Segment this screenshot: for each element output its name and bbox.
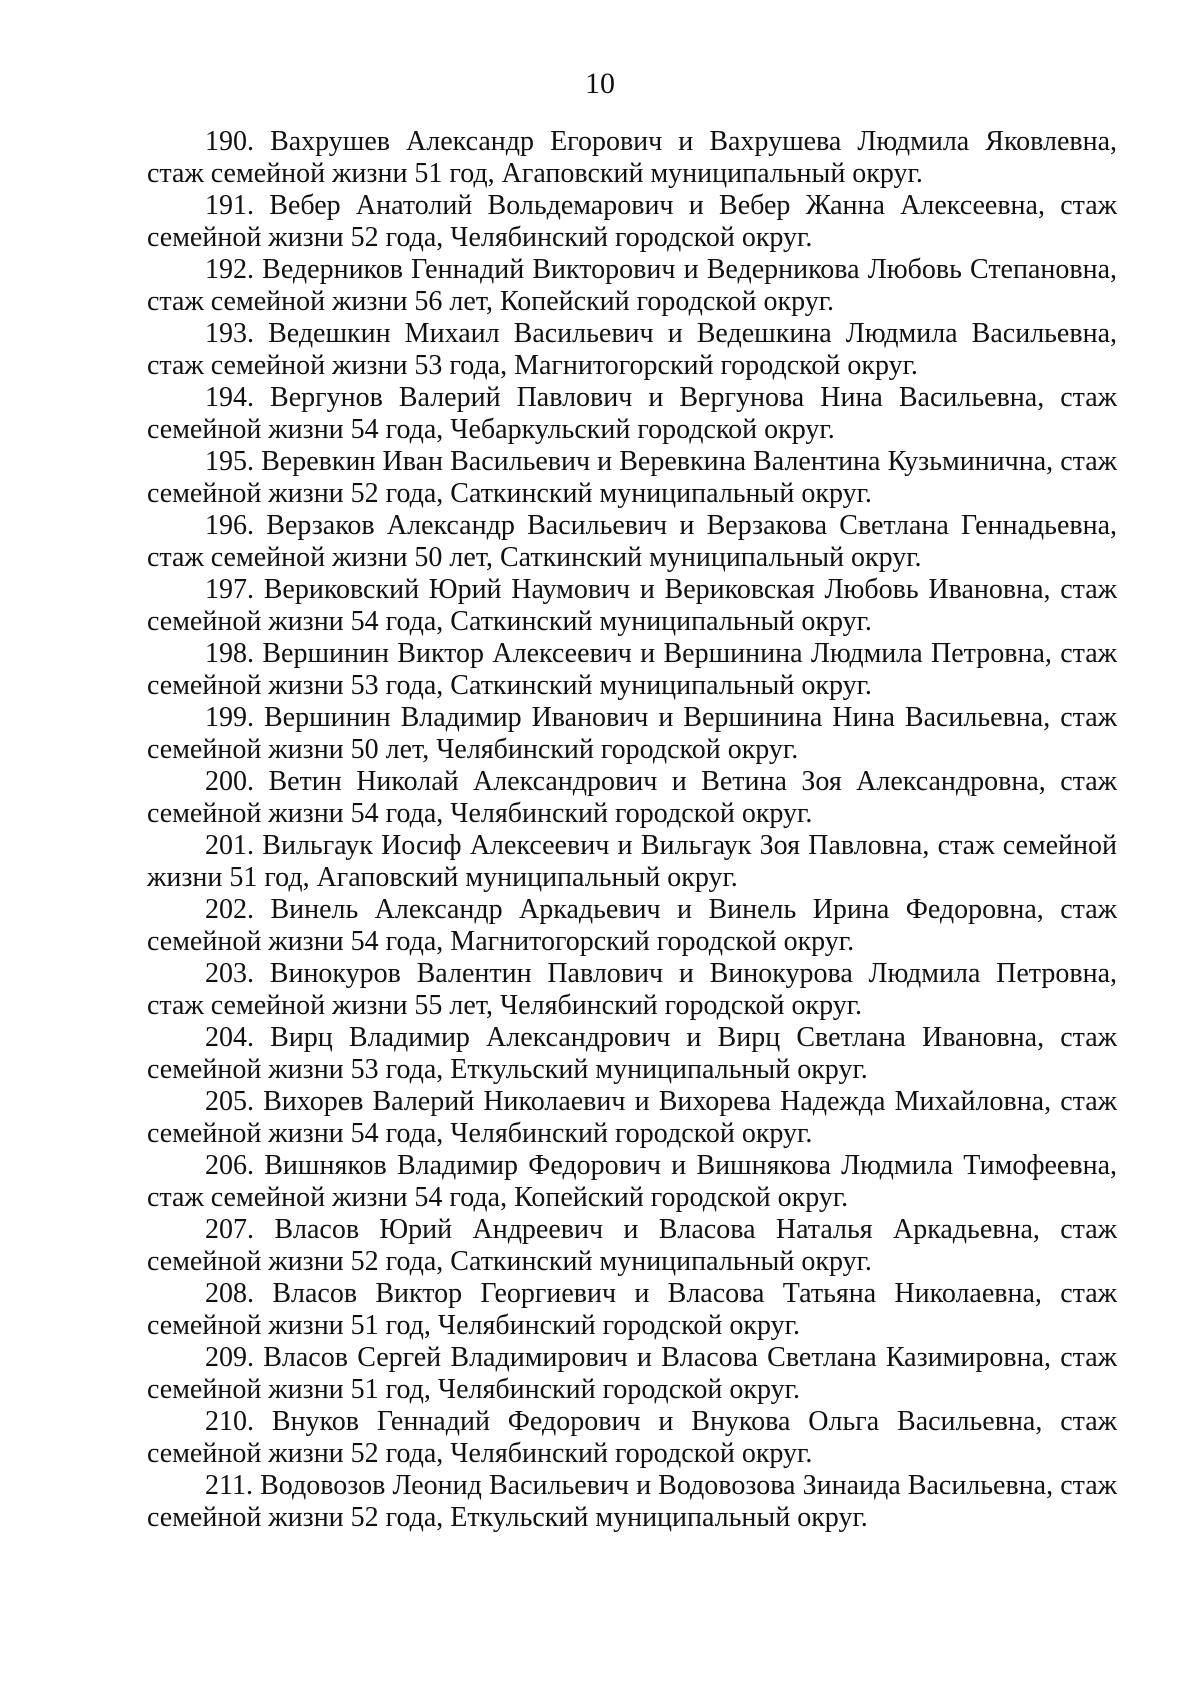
entry-number: 199. [205, 702, 254, 733]
list-item [147, 1022, 1117, 1086]
entry-text: Вебер Анатолий Вольдемарович и Вебер Жанна Алексеевна, стаж семейной жизни 52 года, Челябинский городской округ. [147, 190, 1117, 253]
entry-number: 192. [205, 254, 254, 285]
entry-number: 206. [205, 1150, 254, 1181]
list-item [147, 510, 1117, 574]
entry-text: Вершинин Владимир Иванович и Вершинина Нина Васильевна, стаж семейной жизни 50 лет, Челябинский городской округ. [147, 702, 1117, 765]
page-number: 10 [585, 67, 615, 100]
entry-text: Вирц Владимир Александрович и Вирц Светлана Ивановна, стаж семейной жизни 53 года, Еткульский муниципальный округ. [147, 1022, 1118, 1085]
entry-text: Вергунов Валерий Павлович и Вергунова Нина Васильевна, стаж семейной жизни 54 года, Чебаркульский городской округ. [147, 382, 1118, 445]
entry-text: Вершинин Виктор Алексеевич и Вершинина Людмила Петровна, стаж семейной жизни 53 года, Саткинский муниципальный округ. [147, 638, 1117, 701]
entry-text: Вишняков Владимир Федорович и Вишнякова Людмила Тимофеевна, стаж семейной жизни 54 года, Копейский городской округ. [147, 1150, 1117, 1213]
entry-text: Вахрушев Александр Егорович и Вахрушева Людмила Яковлевна, стаж семейной жизни 51 год, Агаповский муниципальный округ. [147, 126, 1118, 189]
list-item [147, 702, 1117, 766]
list-item [147, 894, 1117, 958]
entry-text: Власов Сергей Владимирович и Власова Светлана Казимировна, стаж семейной жизни 51 год, Челябинский городской округ. [147, 1342, 1118, 1405]
entry-number: 207. [205, 1214, 254, 1245]
list-item [147, 958, 1117, 1022]
entry-number: 191. [205, 190, 254, 221]
list-item [147, 318, 1117, 382]
list-item [147, 1406, 1117, 1470]
list-item [147, 254, 1117, 318]
list-item [147, 446, 1117, 510]
entry-number: 190. [205, 126, 254, 157]
entry-number: 193. [205, 318, 254, 349]
list-item [147, 766, 1117, 830]
entry-text: Водовозов Леонид Васильевич и Водовозова Зинаида Васильевна, стаж семейной жизни 52 года, Еткульский муниципальный округ. [147, 1470, 1117, 1533]
list-item [147, 1342, 1117, 1406]
list-item [147, 1214, 1117, 1278]
entry-text: Вихорев Валерий Николаевич и Вихорева Надежда Михайловна, стаж семейной жизни 54 года, Челябинский городской округ. [147, 1086, 1118, 1149]
entry-number: 209. [205, 1342, 254, 1373]
entry-number: 201. [205, 830, 254, 861]
entry-text: Веревкин Иван Васильевич и Веревкина Валентина Кузьминична, стаж семейной жизни 52 года, Саткинский муниципальный округ. [147, 446, 1118, 509]
entry-number: 198. [205, 638, 254, 669]
entry-number: 197. [205, 574, 254, 605]
list-item [147, 1278, 1117, 1342]
list-item [147, 1086, 1117, 1150]
entry-text: Винель Александр Аркадьевич и Винель Ирина Федоровна, стаж семейной жизни 54 года, Магнитогорский городской округ. [147, 894, 1117, 957]
entry-number: 211. [205, 1470, 253, 1501]
list-item [147, 1150, 1117, 1214]
entry-number: 194. [205, 382, 254, 413]
list-item [147, 1470, 1117, 1534]
entry-number: 203. [205, 958, 254, 989]
entry-text: Ветин Николай Александрович и Ветина Зоя Александровна, стаж семейной жизни 54 года, Челябинский городской округ. [147, 766, 1117, 829]
list-item [147, 574, 1117, 638]
entry-number: 196. [205, 510, 254, 541]
entry-number: 202. [205, 894, 254, 925]
list-item [147, 126, 1117, 190]
list-item [147, 190, 1117, 254]
entry-text: Власов Виктор Георгиевич и Власова Татьяна Николаевна, стаж семейной жизни 51 год, Челябинский городской округ. [147, 1278, 1118, 1341]
entry-text: Внуков Геннадий Федорович и Внукова Ольга Васильевна, стаж семейной жизни 52 года, Челябинский городской округ. [147, 1406, 1118, 1469]
entry-number: 210. [205, 1406, 254, 1437]
entry-text: Вериковский Юрий Наумович и Вериковская Любовь Ивановна, стаж семейной жизни 54 года, Саткинский муниципальный округ. [147, 574, 1118, 637]
entry-number: 200. [205, 766, 254, 797]
list-item [147, 382, 1117, 446]
entry-text: Винокуров Валентин Павлович и Винокурова Людмила Петровна, стаж семейной жизни 55 лет, Челябинский городской округ. [147, 958, 1117, 1021]
list-item [147, 638, 1117, 702]
entry-text: Ведешкин Михаил Васильевич и Ведешкина Людмила Васильевна, стаж семейной жизни 53 года, Магнитогорский городской округ. [147, 318, 1117, 381]
entries-list [147, 126, 1117, 1534]
entry-number: 205. [205, 1086, 254, 1117]
entry-number: 204. [205, 1022, 254, 1053]
entry-text: Власов Юрий Андреевич и Власова Наталья Аркадьевна, стаж семейной жизни 52 года, Саткинский муниципальный округ. [147, 1214, 1117, 1277]
entry-text: Верзаков Александр Васильевич и Верзакова Светлана Геннадьевна, стаж семейной жизни 50 лет, Саткинский муниципальный округ. [147, 510, 1118, 573]
list-item [147, 830, 1117, 894]
entry-text: Ведерников Геннадий Викторович и Ведерникова Любовь Степановна, стаж семейной жизни 56 лет, Копейский городской округ. [147, 254, 1118, 317]
entry-number: 208. [205, 1278, 254, 1309]
entry-text: Вильгаук Иосиф Алексеевич и Вильгаук Зоя Павловна, стаж семейной жизни 51 год, Агаповский муниципальный округ. [147, 830, 1118, 893]
entry-number: 195. [205, 446, 254, 477]
